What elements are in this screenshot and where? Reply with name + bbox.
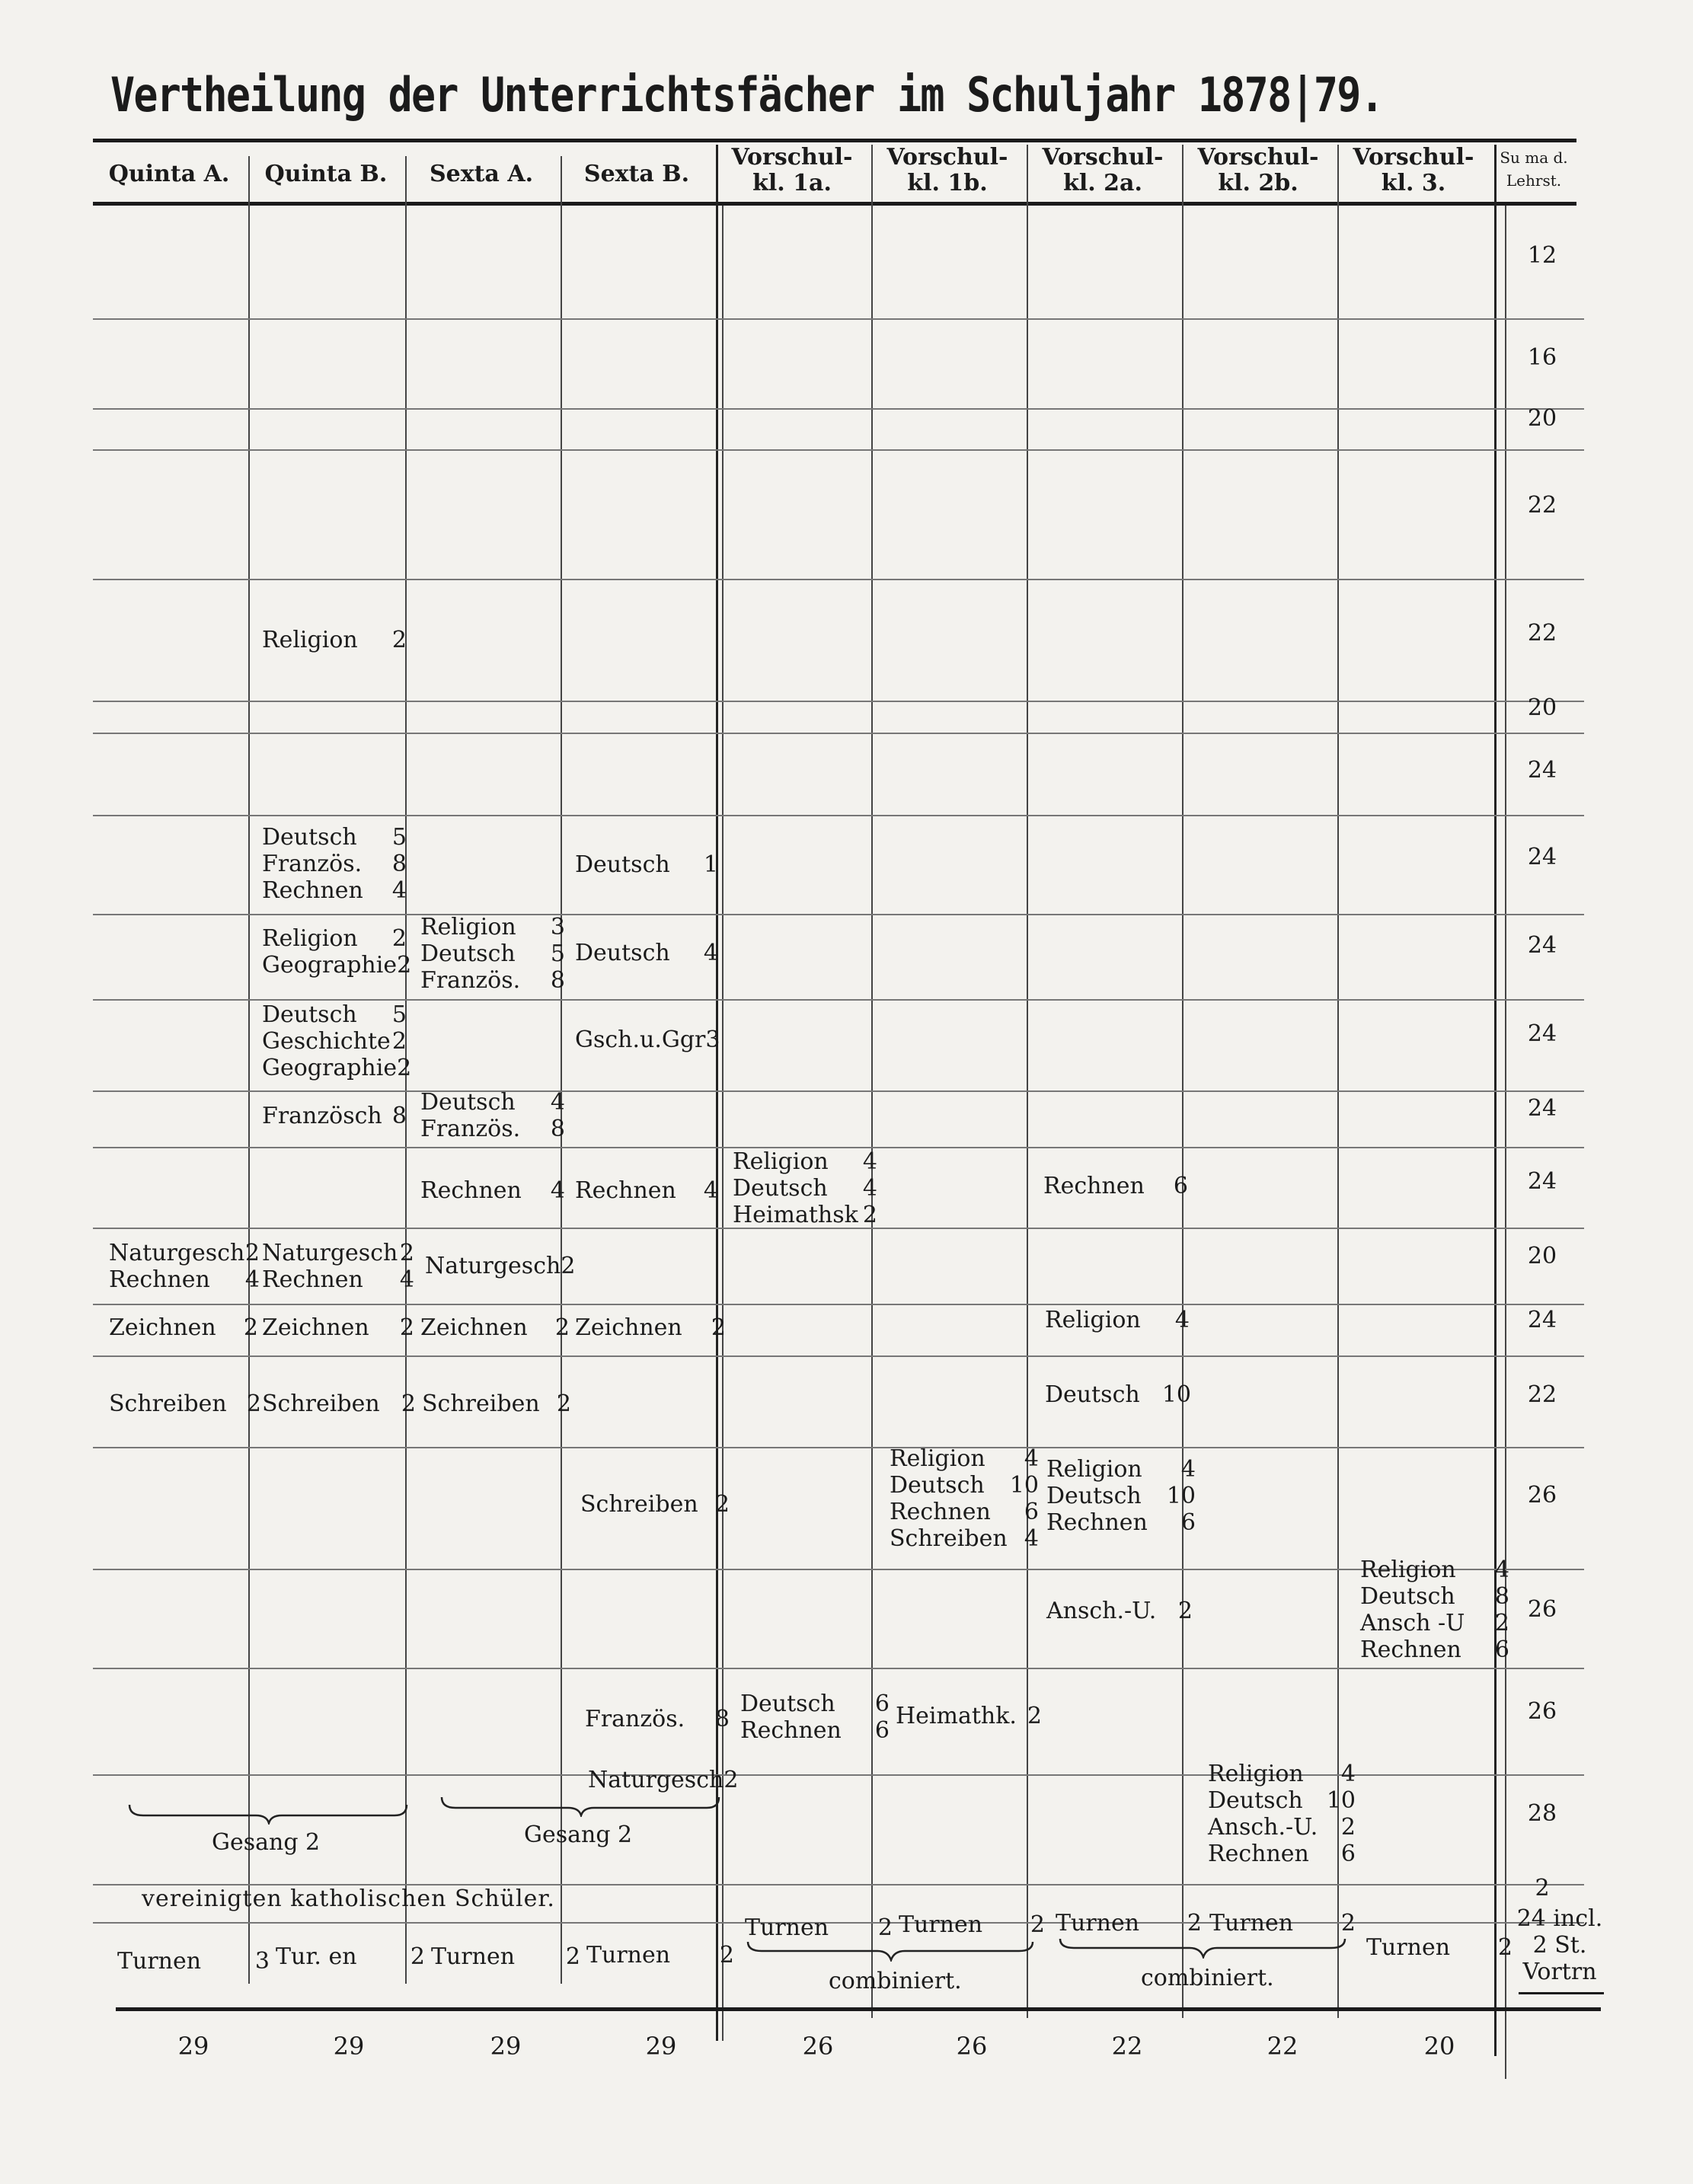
total-sexta-b: 29 bbox=[645, 2032, 677, 2061]
combiniert-1: combiniert. bbox=[829, 1968, 962, 1994]
row-rule bbox=[93, 579, 1584, 580]
totals-rule bbox=[116, 2007, 1601, 2011]
row-rule bbox=[93, 815, 1584, 816]
total-vk2b: 22 bbox=[1267, 2032, 1298, 2061]
cell-quinta-b-block2: Religion 2 Geographie 2 bbox=[262, 925, 412, 979]
combiniert-brace-1 bbox=[746, 1939, 1036, 1962]
cell-vk2a-religion: Religion 4 bbox=[1045, 1307, 1190, 1333]
row-rule bbox=[93, 1447, 1584, 1448]
row-rule bbox=[93, 999, 1584, 1001]
cell-sexta-b-rechnen: Rechnen 4 bbox=[575, 1177, 718, 1204]
cell-sexta-a-naturgesch: Naturgesch 2 bbox=[425, 1253, 576, 1279]
cell-vk1a-block1: Religion 4 Deutsch 4 Heimathsk 2 bbox=[733, 1148, 877, 1228]
cell-vk3-block: Religion 4 Deutsch 8 Ansch -U 2 Rechnen 6 bbox=[1360, 1557, 1509, 1663]
row-rule bbox=[93, 449, 1584, 451]
cell-sexta-b-deutsch4: Deutsch 4 bbox=[575, 940, 718, 966]
row-rule bbox=[93, 914, 1584, 915]
cell-sexta-a-block2: Deutsch 4 Französ. 8 bbox=[420, 1089, 565, 1142]
sum-value: 28 bbox=[1527, 1800, 1557, 1827]
total-sexta-a: 29 bbox=[490, 2032, 522, 2061]
column-rule bbox=[722, 206, 724, 2041]
cell-quinta-b-block3: Deutsch 5 Geschichte 2 Geographie 2 bbox=[262, 1001, 412, 1081]
cell-sexta-b-gschggr: Gsch.u.Ggr 3 bbox=[575, 1027, 720, 1053]
sum-value: 24 bbox=[1527, 1168, 1557, 1195]
cell-vk1b-block: Religion 4 Deutsch 10 Rechnen 6 Schreiben 4 bbox=[890, 1445, 1039, 1552]
sum-value: 20 bbox=[1527, 405, 1557, 432]
sum-value: Vortrn bbox=[1522, 1959, 1597, 1985]
sum-value: 22 bbox=[1527, 1381, 1557, 1408]
header-vorschul-3: Vorschul- kl. 3. bbox=[1353, 144, 1474, 196]
column-rule bbox=[716, 145, 718, 2041]
cell-sexta-b-zeichnen: Zeichnen 2 bbox=[575, 1314, 726, 1341]
cell-vk2a-block: Religion 4 Deutsch 10 Rechnen 6 bbox=[1046, 1456, 1196, 1536]
row-rule bbox=[93, 1668, 1584, 1669]
total-quinta-b: 29 bbox=[333, 2032, 365, 2061]
total-vk2a: 22 bbox=[1111, 2032, 1143, 2061]
header-vorschul-2a: Vorschul- kl. 2a. bbox=[1042, 144, 1164, 196]
column-rule bbox=[1337, 145, 1339, 2018]
sum-value: 12 bbox=[1527, 242, 1557, 269]
cell-quinta-b-schreiben: Schreiben 2 bbox=[262, 1391, 416, 1417]
column-rule bbox=[248, 156, 250, 1984]
gesang-sexta: Gesang 2 bbox=[524, 1822, 633, 1848]
sum-value: 24 bbox=[1527, 844, 1557, 870]
gesang-quinta: Gesang 2 bbox=[212, 1829, 321, 1856]
sum-value: 20 bbox=[1527, 1243, 1557, 1269]
cell-quinta-a-block: Naturgesch 2 Rechnen 4 bbox=[109, 1240, 260, 1293]
total-quinta-a: 29 bbox=[177, 2032, 209, 2061]
header-summa: Su ma d. Lehrst. bbox=[1500, 148, 1568, 190]
column-rule bbox=[1027, 145, 1028, 2018]
total-vk1b: 26 bbox=[956, 2032, 988, 2061]
cell-sexta-a-rechnen: Rechnen 4 bbox=[420, 1177, 565, 1204]
cell-vk2a-deutsch: Deutsch 10 bbox=[1045, 1381, 1191, 1408]
cell-vk2a-turnen: Turnen 2 bbox=[1056, 1910, 1202, 1937]
row-rule bbox=[93, 408, 1584, 410]
cell-vk2b-turnen: Turnen 2 bbox=[1209, 1910, 1356, 1937]
column-rule bbox=[561, 156, 562, 1984]
cell-quinta-a-schreiben: Schreiben 2 bbox=[109, 1391, 261, 1417]
header-rule-top bbox=[93, 139, 1576, 142]
header-quinta-b: Quinta B. bbox=[264, 161, 388, 187]
cell-quinta-b-franzoesch: Französch 8 bbox=[262, 1103, 407, 1129]
cell-vk3-turnen: Turnen 2 bbox=[1366, 1934, 1513, 1961]
row-rule bbox=[93, 1774, 1584, 1776]
page-title: Vertheilung der Unterrichtsfächer im Schuljahr 1878|79. bbox=[110, 67, 1383, 123]
cell-quinta-b-block1: Deutsch 5 Französ. 8 Rechnen 4 bbox=[262, 824, 407, 904]
cell-vk1a-block2: Deutsch 6 Rechnen 6 bbox=[740, 1691, 890, 1744]
sum-value: 24 bbox=[1527, 932, 1557, 959]
cell-vk2a-rechnen: Rechnen 6 bbox=[1043, 1173, 1188, 1199]
sum-value: 16 bbox=[1527, 344, 1557, 371]
sum-value: 20 bbox=[1527, 694, 1557, 721]
cell-quinta-b-turnen: Tur. en 2 bbox=[276, 1943, 425, 1970]
sum-value: 22 bbox=[1527, 620, 1557, 647]
cell-vk2a-ansch: Ansch.-U. 2 bbox=[1046, 1598, 1193, 1624]
cell-sexta-b-deutsch1: Deutsch 1 bbox=[575, 851, 718, 878]
cell-sexta-a-turnen: Turnen 2 bbox=[431, 1943, 580, 1970]
header-vorschul-2b: Vorschul- kl. 2b. bbox=[1197, 144, 1319, 196]
cell-quinta-b-religion: Religion 2 bbox=[262, 627, 407, 653]
cell-sexta-b-franzoes: Französ. 8 bbox=[585, 1706, 730, 1732]
column-rule bbox=[1494, 145, 1497, 2056]
cell-sexta-b-turnen: Turnen 2 bbox=[586, 1942, 734, 1968]
sum-value: 2 St. bbox=[1532, 1932, 1587, 1959]
cell-quinta-b-zeichnen: Zeichnen 2 bbox=[262, 1314, 414, 1341]
row-rule bbox=[93, 733, 1584, 734]
sum-value: 24 bbox=[1527, 1307, 1557, 1333]
sum-value: 24 incl. bbox=[1516, 1905, 1603, 1932]
sum-value: 26 bbox=[1527, 1482, 1557, 1509]
gesang-brace-sexta bbox=[440, 1794, 722, 1817]
header-vorschul-1b: Vorschul- kl. 1b. bbox=[886, 144, 1008, 196]
column-rule bbox=[1505, 206, 1506, 2079]
sum-value: 24 bbox=[1527, 1095, 1557, 1122]
cell-vk1b-heimathk: Heimathk. 2 bbox=[896, 1703, 1042, 1729]
cell-vk1a-turnen: Turnen 2 bbox=[745, 1914, 893, 1941]
cell-quinta-a-zeichnen: Zeichnen 2 bbox=[109, 1314, 258, 1341]
cell-quinta-a-turnen: Turnen 3 bbox=[117, 1948, 270, 1975]
row-rule bbox=[93, 1090, 1584, 1092]
sum-value: 26 bbox=[1527, 1698, 1557, 1725]
row-rule bbox=[93, 1355, 1584, 1357]
row-rule bbox=[93, 318, 1584, 320]
cell-vk2b-block: Religion 4 Deutsch 10 Ansch.-U. 2 Rechnen 6 bbox=[1208, 1761, 1356, 1867]
cell-sexta-a-schreiben: Schreiben 2 bbox=[422, 1391, 571, 1417]
cell-sexta-b-schreiben: Schreiben 2 bbox=[580, 1491, 730, 1518]
total-vk3: 20 bbox=[1423, 2032, 1455, 2061]
header-sexta-b: Sexta B. bbox=[583, 161, 690, 187]
cell-vk1b-turnen: Turnen 2 bbox=[899, 1911, 1045, 1938]
sum-value: 2 bbox=[1535, 1875, 1550, 1901]
cell-sexta-a-block1: Religion 3 Deutsch 5 Französ. 8 bbox=[420, 914, 565, 994]
header-sexta-a: Sexta A. bbox=[429, 161, 534, 187]
column-rule bbox=[1182, 145, 1184, 2018]
gesang-brace-quinta bbox=[128, 1802, 410, 1825]
row-rule bbox=[93, 1304, 1584, 1305]
katholisch-note: vereinigten katholischen Schüler. bbox=[142, 1885, 555, 1912]
cell-sexta-b-naturgesch: Naturgesch 2 bbox=[588, 1767, 739, 1793]
sum-value: 22 bbox=[1527, 492, 1557, 519]
combiniert-brace-2 bbox=[1059, 1936, 1348, 1959]
total-vk1a: 26 bbox=[802, 2032, 834, 2061]
header-vorschul-1a: Vorschul- kl. 1a. bbox=[731, 144, 853, 196]
cell-sexta-a-zeichnen: Zeichnen 2 bbox=[420, 1314, 570, 1341]
combiniert-2: combiniert. bbox=[1141, 1965, 1274, 1991]
cell-quinta-b-block4: Naturgesch 2 Rechnen 4 bbox=[262, 1240, 414, 1293]
sum-value: 26 bbox=[1527, 1596, 1557, 1623]
sum-value: 24 bbox=[1527, 1020, 1557, 1047]
header-quinta-a: Quinta A. bbox=[108, 161, 230, 187]
header-rule-bottom bbox=[93, 202, 1576, 206]
sum-value: 24 bbox=[1527, 757, 1557, 784]
row-rule bbox=[93, 701, 1584, 702]
sum-column-rule bbox=[1519, 1992, 1604, 1994]
